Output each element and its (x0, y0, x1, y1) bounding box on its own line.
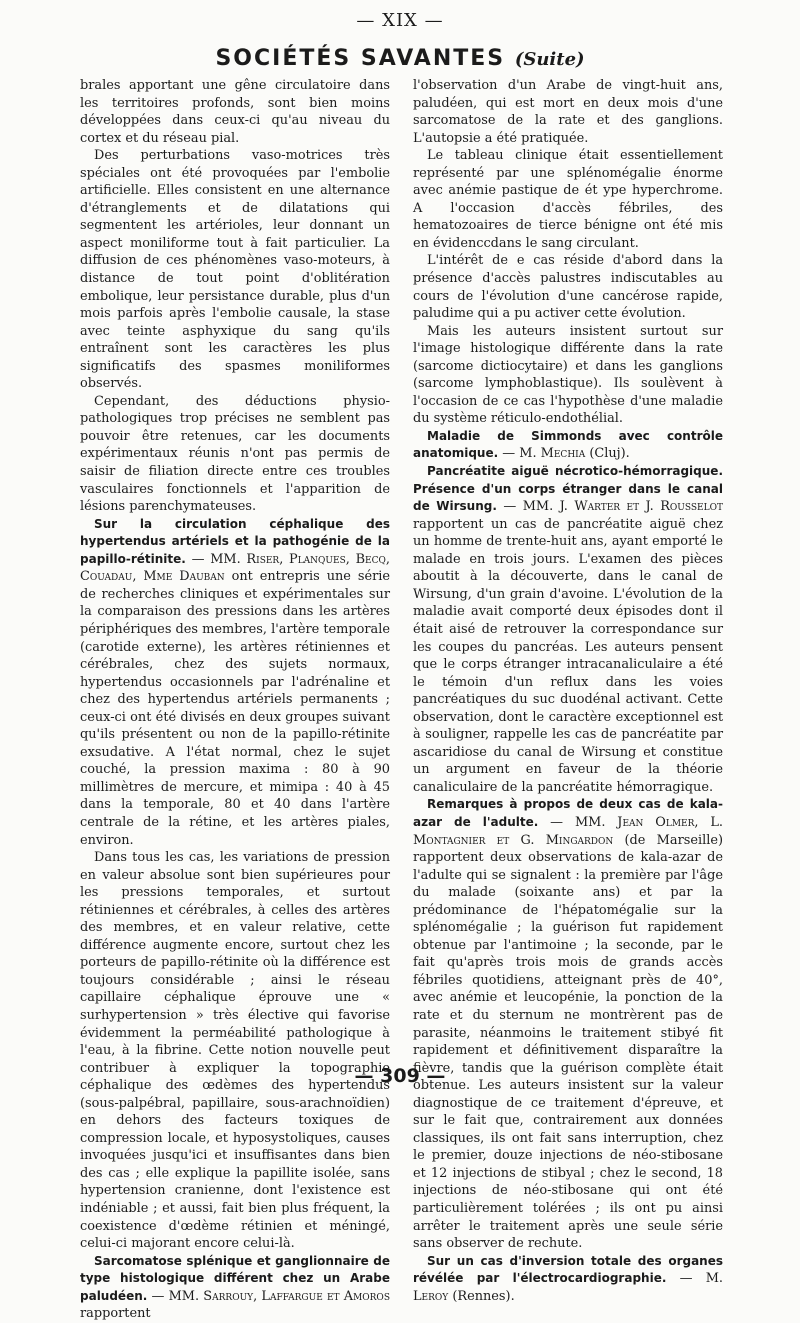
communication-entry (413, 796, 723, 1252)
right-column (413, 77, 723, 1305)
paragraph: Des perturbations vaso-motrices très spéciales ont été provoquées par l'embolie artificielle. Elles consistent en une alternance d'étranglements et de dilatations qui segmentent les artérioles, leur donnant un aspect moniliforme tout à fait particulier. La diffusion de ces phénomènes vaso-moteurs, à distance de tout point d'oblitération embolique, leur persistance durable, plus d'un mois parfois après l'embolie causale, la stase avec teinte asphyxique du sang qu'ils entraînent sont les caractères les plus significatifs des spasmes moniliformes observés. (80, 148, 390, 392)
dash: — (538, 814, 575, 830)
authors: M. Leroy (413, 1271, 723, 1304)
communication-entry (80, 516, 390, 849)
communication-entry (80, 1253, 390, 1323)
paragraph: Mais les auteurs insistent surtout sur l'image histologique différente dans la rate (sarcome dictiocytaire) et dans les ganglions (sarcome lymphoblastique). Ils soulèvent à l'occasion de ce cas l'hypothèse d'une maladie du système réticulo-endothélial. (413, 323, 723, 427)
dash: — (185, 551, 211, 567)
authors: MM. Riser, Planques, Becq, Couadau, Mme Dauban (80, 551, 390, 585)
paragraph: L'intérêt de e cas réside d'abord dans la présence d'accès palustres indiscutables au cours de l'évolution d'une cancérose rapide, paludime qui a pu activer cette évolution. (413, 253, 723, 322)
communication-text: (de Marseille) rapportent deux observations de kala-azar de l'adulte qui se signalent : la première par l'âge du malade (soixante ans) et par la prédominance de l'hépatomégalie sur la splénomégalie ; la guérison fut rapidement obtenue par l'antimoine ; la seconde, par le fait qu'après trois mois de grands accès fébriles quotidiens, atteignant près de 40°, avec anémie et leucopénie, la ponction de la rate et du sternum ne montrèrent pas de parasite, néanmoins le traitement stibyé fit rapidement et définitivement disparaître la fièvre, tandis que la guérison complète était obtenue. Les auteurs insistent sur la valeur diagnostique de ce traitement d'épreuve, et sur le fait que, contrairement aux données classiques, ils ont fait sans interruption, chez le premier, douze injections de néo-stibosane et 12 injections de stibyal ; chez le second, 18 injections de néo-stibosane qui ont été particulièrement tolérées ; ils ont pu ainsi arrêter le traitement après une seule série sans observer de rechute. (413, 832, 723, 1252)
communication-title: Maladie de Simmonds avec contrôle anatomique. (413, 428, 723, 461)
communication-entry (413, 1253, 723, 1306)
communication-entry (413, 428, 723, 463)
roman-page-header: — XIX — (356, 10, 444, 31)
page-number: — 309 — (354, 1065, 446, 1087)
authors: MM. Jean Olmer, L. Montagnier et G. Mingardon (413, 814, 724, 848)
communication-title: Pancréatite aiguë nécrotico-hémorragique. Présence d'un corps étranger dans le canal de Wirsung. (413, 464, 723, 514)
communication-title: Sur un cas d'inversion totale des organes révélée par l'électrocardiographie. (413, 1253, 723, 1286)
paragraph: l'observation d'un Arabe de vingt-huit ans, paludéen, qui est mort en deux mois d'une sarcomatose de la rate et des ganglions. L'autopsie a été pratiquée. (413, 78, 723, 146)
paragraph: brales apportant une gêne circulatoire dans les territoires profonds, sont bien moins développées dans ceux-ci qu'au niveau du cortex et du réseau pial. (80, 78, 390, 146)
dash: — (147, 1288, 169, 1304)
authors: M. Mechia (519, 446, 586, 462)
dash: — (498, 446, 520, 462)
authors: MM. J. Warter et J. Rousselot (522, 499, 723, 515)
section-title-text: SOCIÉTÉS SAVANTES (215, 46, 506, 71)
communication-text: rapportent (80, 1306, 151, 1322)
communication-text: (Rennes). (448, 1288, 515, 1304)
paragraph: Cependant, des déductions physio-pathologiques trop précises ne semblent pas pouvoir être retenues, car les documents expérimentaux réunis n'ont pas permis de saisir de filiation directe entre ces troubles vasculaires fonctionnels et l'apparition de lésions parenchymateuses. (80, 393, 390, 515)
dash: — (496, 499, 523, 515)
communication-title: Remarques à propos de deux cas de kala-azar de l'adulte. (413, 797, 723, 829)
communication-title: Sur la circulation céphalique des hypertendus artériels et la pathogénie de la papillo-rétinite. (80, 516, 390, 566)
communication-text: (Cluj). (585, 446, 630, 462)
dash: — (666, 1271, 706, 1287)
communication-text: rapportent un cas de pancréatite aiguë chez un homme de trente-huit ans, ayant emporté le malade en trois jours. L'examen des pièces aboutit à la découverte, dans le canal de Wirsung, d'un grain d'avoine. L'évolution de la maladie avait comporté deux épisodes dont il était aisé de retrouver la correspondance sur les coupes du pancréas. Les auteurs pensent que le corps étranger intracanaliculaire a été le témoin d'un reflux dans les voies pancréatiques du suc duodénal activant. Cette observation, dont le caractère exceptionnel est à souligner, rappelle les cas de pancréatite par ascaridiose du canal de Wirsung et constitue un argument en faveur de la théorie canaliculaire de la pancréatite hémorragique. (413, 516, 723, 795)
section-title (0, 46, 800, 71)
paragraph: Dans tous les cas, les variations de pression en valeur absolue sont bien supérieures pour les pressions temporales, et surtout rétiniennes et cérébrales, à celles des artères des membres, et en valeur relative, cette différence augmente encore, surtout chez les porteurs de papillo-rétinite où la différence est toujours considérable ; ainsi le réseau capillaire céphalique éprouve une « surhypertension » très élective qui favorise évidemment la perméabilité pathologique à l'eau, à la fibrine. Cette notion nouvelle peut contribuer à expliquer la topographie céphalique des œdèmes des hypertendus (sous-palpébral, papillaire, sous-arachnoïdien) en dehors des facteurs toxiques de compression locale, et hyposystoliques, causes invoquées jusqu'ici et insuffisantes dans bien des cas ; elle explique la papillite isolée, sans hypertension cranienne, dont l'existence est indéniable ; et aussi, fait bien plus fréquent, la coexistence d'œdème rétinien et méningé, celui-ci majorant encore celui-là. (80, 850, 390, 1252)
section-title-suite: (Suite) (514, 49, 585, 70)
communication-text: ont entrepris une série de recherches cliniques et expérimentales sur la comparaison des pressions dans les artères périphériques des membres, l'artère temporale (carotide externe), les artères rétiniennes et cérébrales, chez des sujets normaux, hypertendus occasionnels par l'adrénaline et chez des hypertendus artériels permanents ; ceux-ci ont été divisés en deux groupes suivant qu'ils présentent ou non de la papillo-rétinite exsudative. A l'état normal, chez le sujet couché, la pression maxima : 80 à 90 millimètres de mercure, et mimipa : 40 à 45 dans la temporale, 80 et 40 dans l'artère centrale de la rétine, et les artères piales, environ. (80, 569, 390, 848)
authors: MM. Sarrouy, Laffargue et Amoros (168, 1288, 390, 1304)
left-column (80, 77, 390, 1323)
paragraph: Le tableau clinique était essentiellement représenté par une splénomégalie énorme avec anémie pastique de ét ype hyperchrome. A l'occasion d'accès fébriles, des hematozoaires de tierce bénigne ont été mis en évidenccdans le sang circulant. (413, 148, 723, 251)
communication-title: Sarcomatose splénique et ganglionnaire de type histologique différent chez un Arabe paludéen. (80, 1253, 390, 1303)
communication-entry (413, 463, 723, 796)
